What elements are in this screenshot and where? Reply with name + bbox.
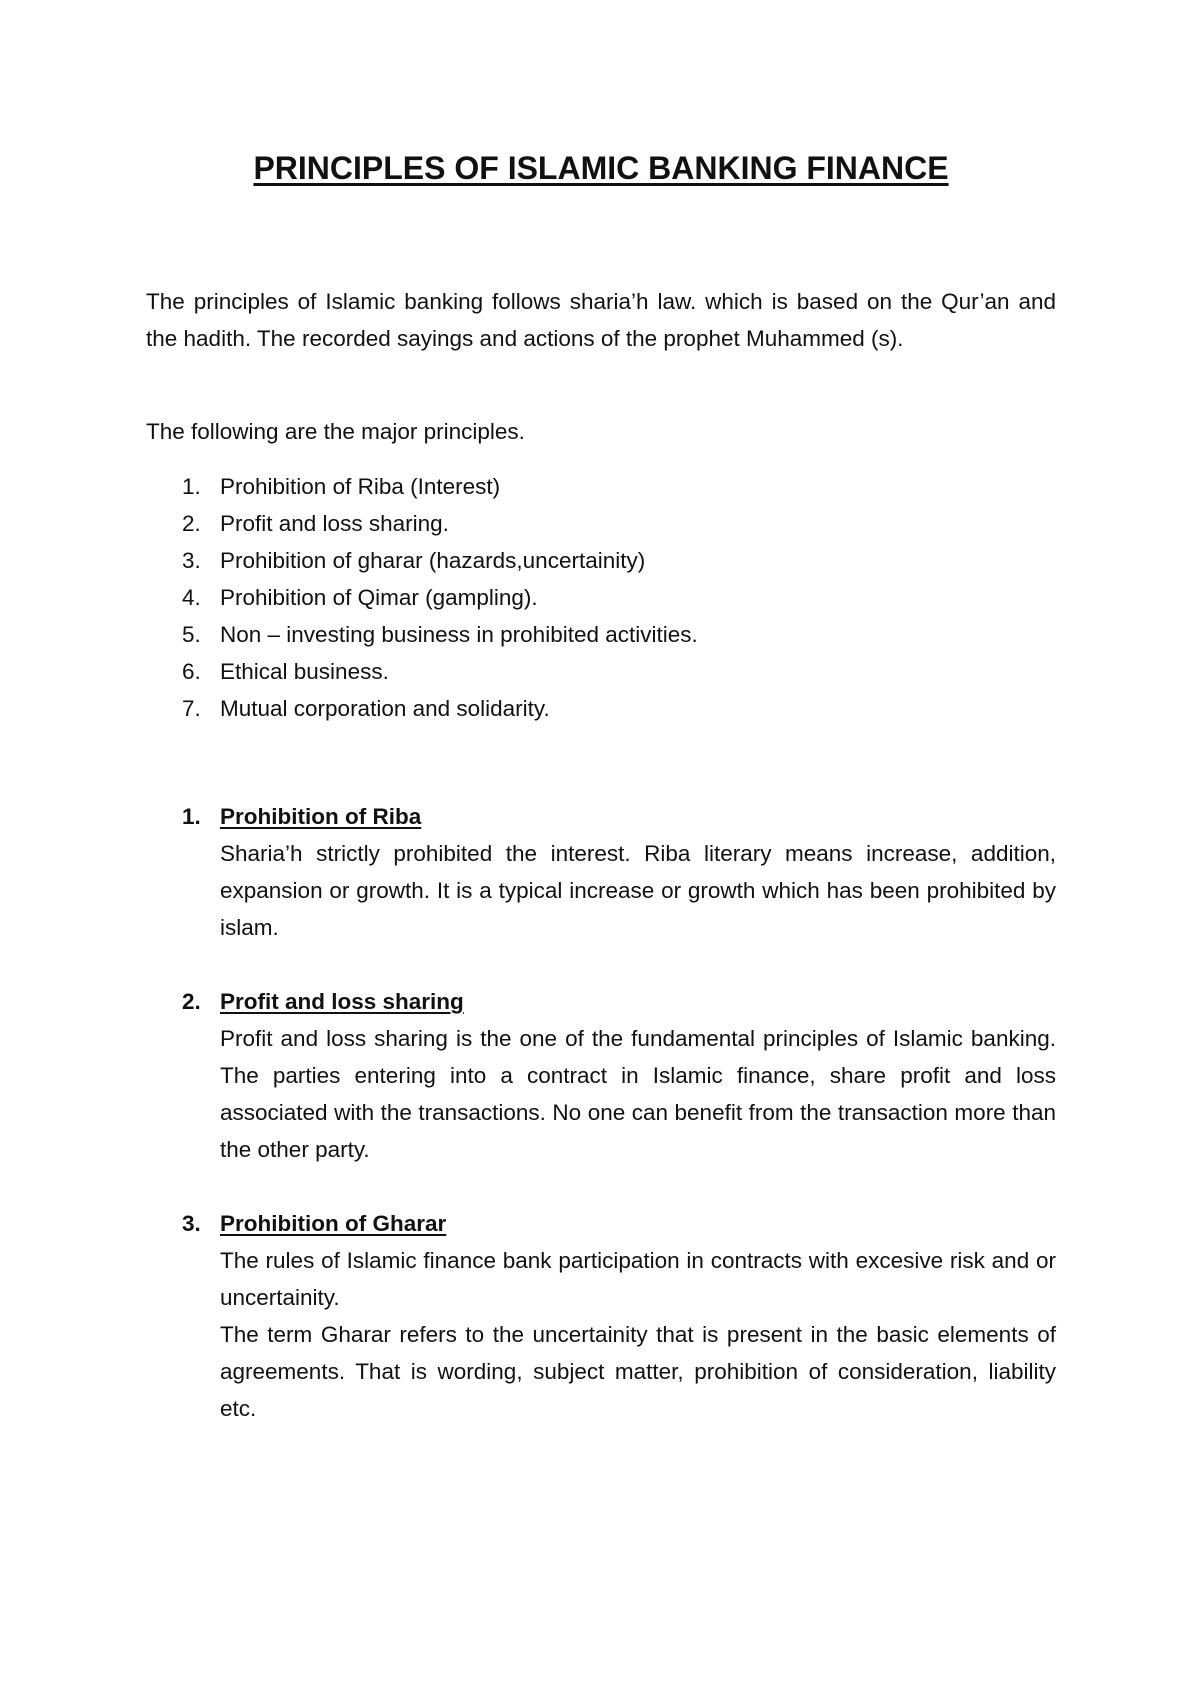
list-item xyxy=(146,542,1056,579)
section-riba xyxy=(146,798,1056,946)
section-heading xyxy=(146,983,1056,1020)
section-paragraph: The term Gharar refers to the uncertainity that is present in the basic elements of agreements. That is wording, subject matter, prohibition of consideration, liability etc. xyxy=(220,1322,1056,1421)
section-gharar xyxy=(146,1205,1056,1427)
section-profit-loss-sharing xyxy=(146,983,1056,1168)
list-item-number: 6. xyxy=(182,659,201,684)
list-item-number: 7. xyxy=(182,696,201,721)
list-item-text: Ethical business. xyxy=(220,659,389,684)
list-item xyxy=(146,579,1056,616)
section-heading-text: Prohibition of Gharar xyxy=(220,1211,447,1236)
list-item-text: Mutual corporation and solidarity. xyxy=(220,696,550,721)
section-number: 2. xyxy=(182,989,201,1014)
list-item xyxy=(146,616,1056,653)
list-item xyxy=(146,505,1056,542)
section-heading-text: Prohibition of Riba xyxy=(220,804,422,829)
section-heading-text: Profit and loss sharing xyxy=(220,989,464,1014)
section-number: 1. xyxy=(182,804,201,829)
principles-list xyxy=(146,468,1056,727)
intro-paragraph: The principles of Islamic banking follows sharia’h law. which is based on the Qur’an and the hadith. The recorded sayings and actions of the prophet Muhammed (s). xyxy=(146,289,1056,351)
list-item-text: Non – investing business in prohibited activities. xyxy=(220,622,698,647)
list-item-text: Profit and loss sharing. xyxy=(220,511,449,536)
list-item-number: 5. xyxy=(182,622,201,647)
section-paragraph: Sharia’h strictly prohibited the interest. Riba literary means increase, addition, expansion or growth. It is a typical increase or growth which has been prohibited by islam. xyxy=(220,841,1056,940)
list-item xyxy=(146,690,1056,727)
list-item xyxy=(146,653,1056,690)
section-heading xyxy=(146,798,1056,835)
section-heading xyxy=(146,1205,1056,1242)
list-lead-text: The following are the major principles. xyxy=(146,419,525,444)
section-number: 3. xyxy=(182,1211,201,1236)
page-title: PRINCIPLES OF ISLAMIC BANKING FINANCE xyxy=(253,150,949,186)
list-item-number: 1. xyxy=(182,474,201,499)
list-item xyxy=(146,468,1056,505)
list-item-text: Prohibition of Riba (Interest) xyxy=(220,474,501,499)
list-item-number: 2. xyxy=(182,511,201,536)
list-item-text: Prohibition of gharar (hazards,uncertainity) xyxy=(220,548,646,573)
list-item-number: 3. xyxy=(182,548,201,573)
list-item-number: 4. xyxy=(182,585,201,610)
list-item-text: Prohibition of Qimar (gampling). xyxy=(220,585,538,610)
section-paragraph: Profit and loss sharing is the one of the fundamental principles of Islamic banking. The parties entering into a contract in Islamic finance, share profit and loss associated with the transactions. No one can benefit from the transaction more than the other party. xyxy=(220,1026,1056,1162)
section-paragraph: The rules of Islamic finance bank participation in contracts with excesive risk and or uncertainity. xyxy=(220,1248,1056,1310)
